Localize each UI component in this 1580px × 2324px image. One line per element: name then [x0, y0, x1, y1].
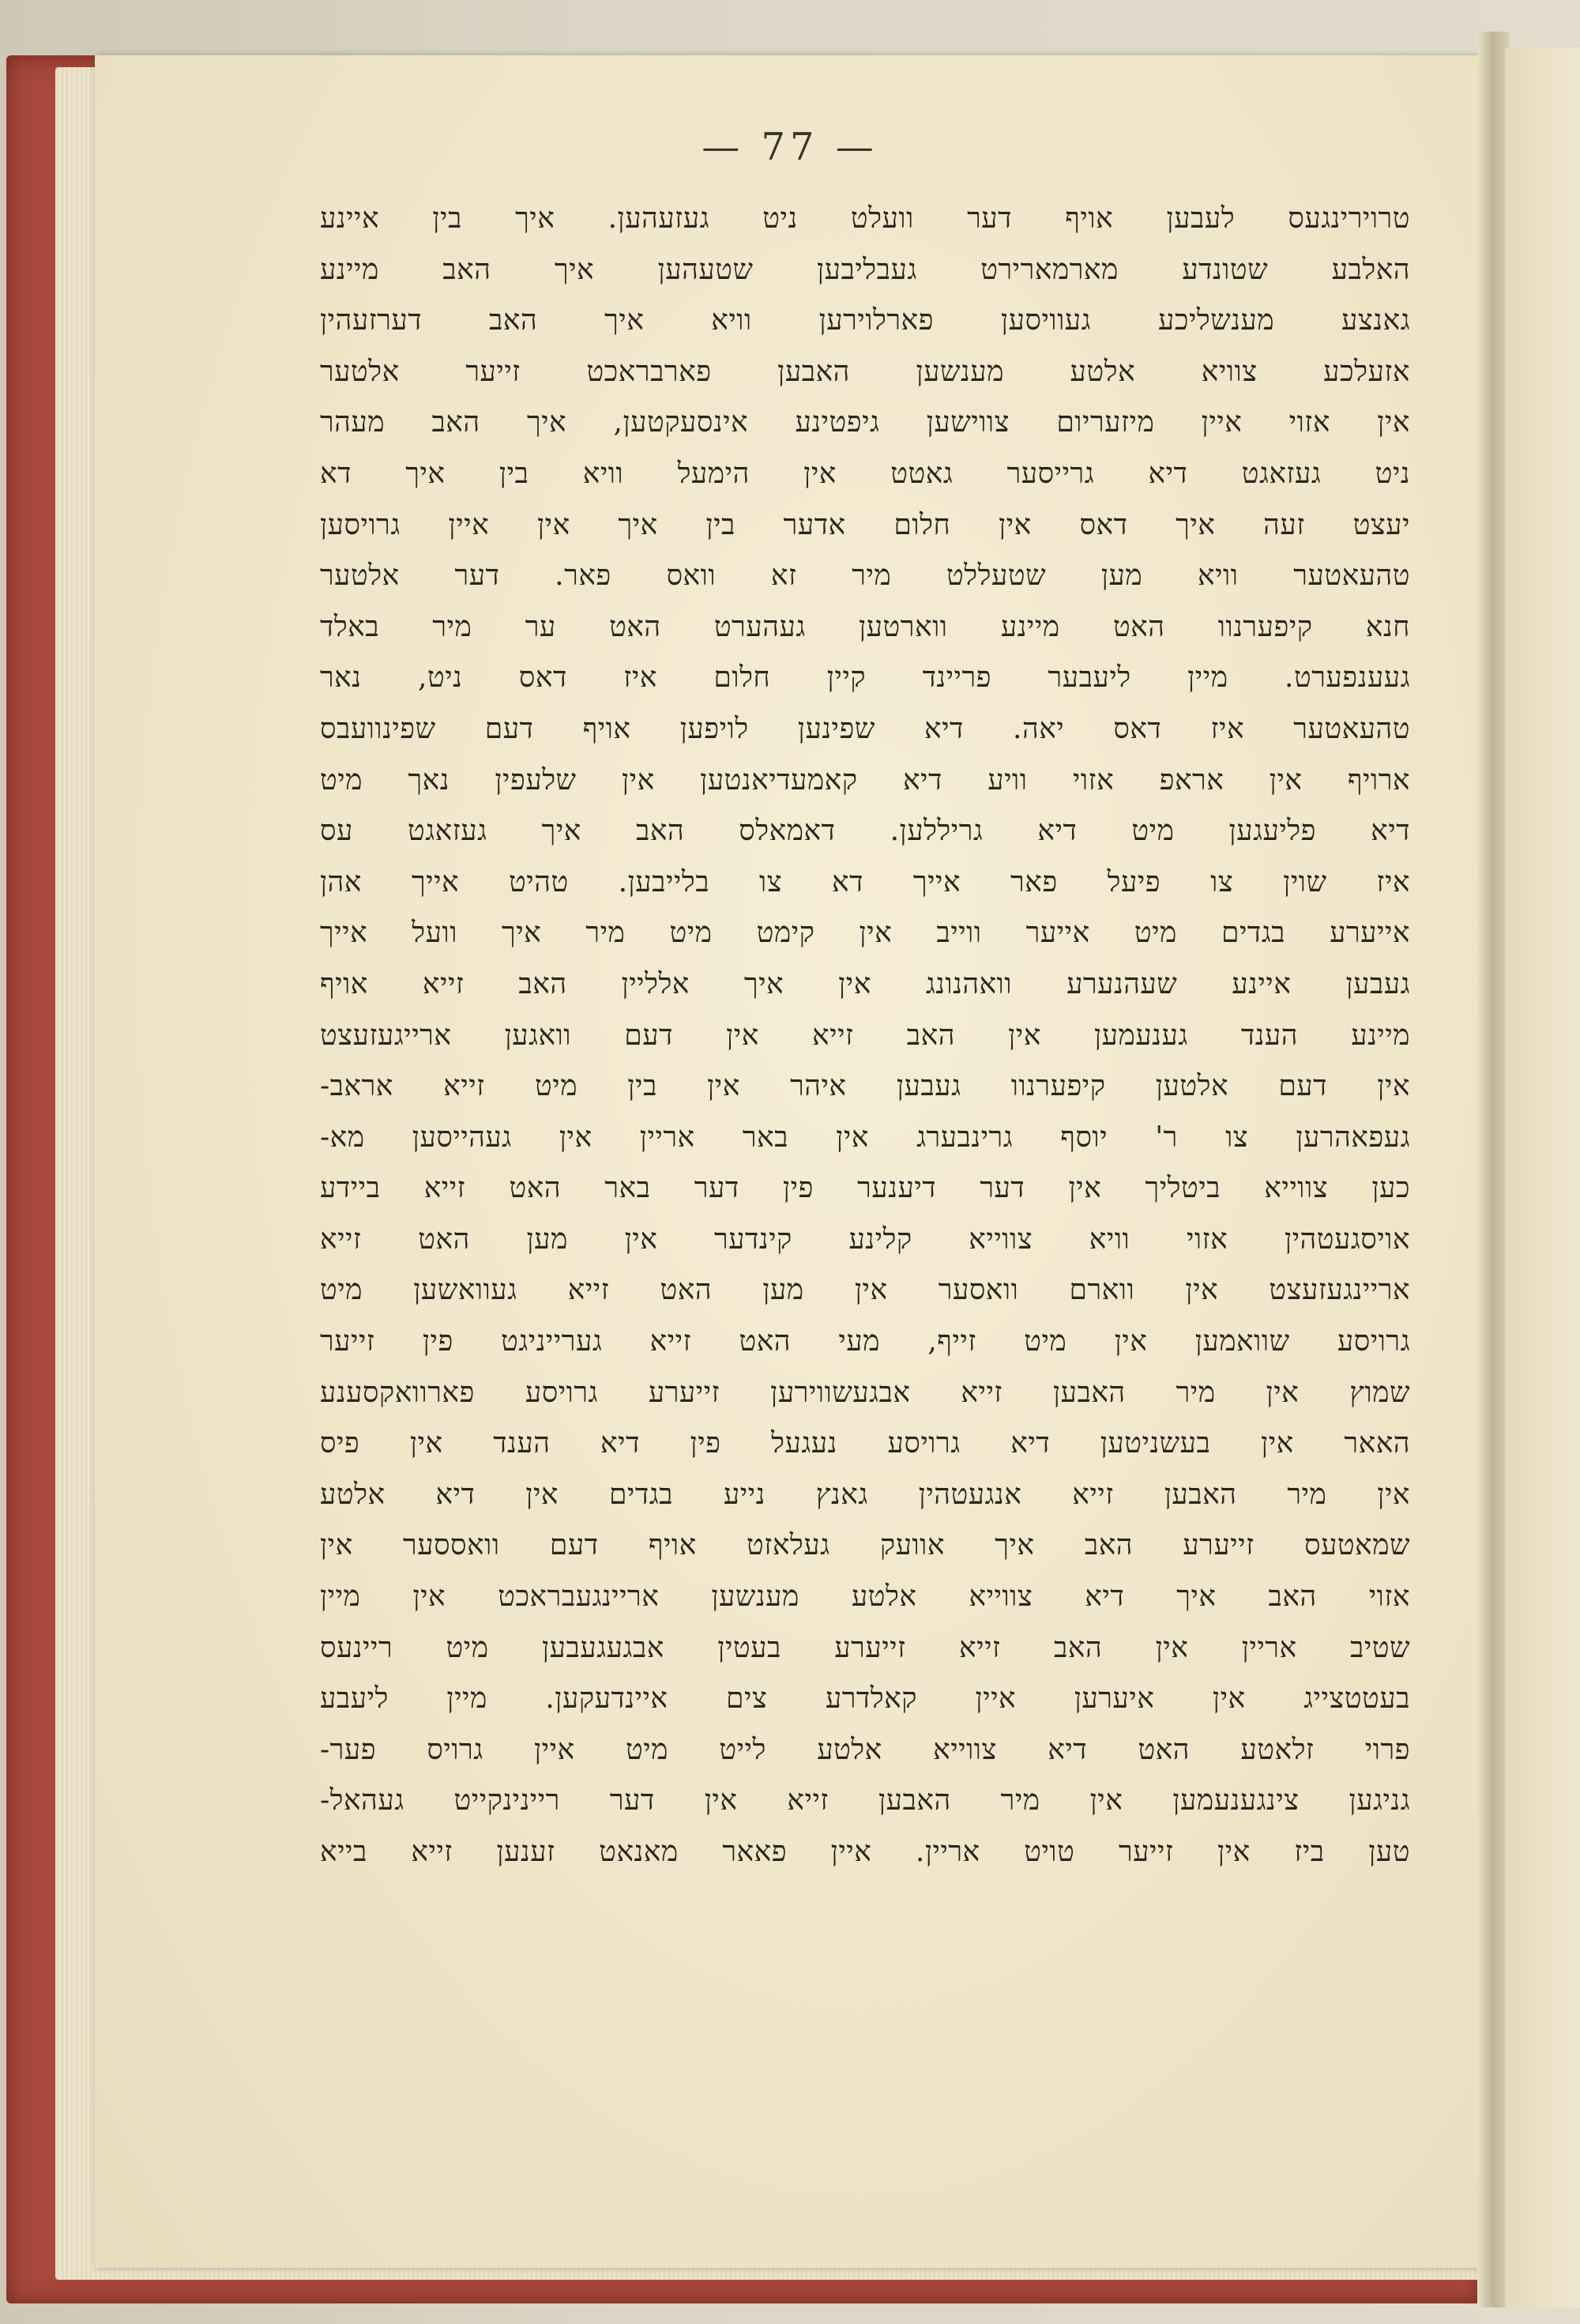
text-line: טרוירינגעס לעבען אויף דער וועלט ניט געזעהען. איך בין איינע: [320, 202, 1410, 235]
text-line: אריינגעזעצט אין ווארם וואסער אין מען האט זייא געוואשען מיט: [320, 1274, 1410, 1307]
text-line: דיא פליעגען מיט דיא גריללען. דאמאלס האב איך געזאגט עס: [320, 815, 1410, 848]
page-number: — 77 —: [702, 125, 878, 169]
text-line: אין אזוי איין מיזעריום צווישען גיפטינע אינסעקטען, איך האב מעהר: [320, 406, 1410, 439]
facing-page-edge: [1505, 47, 1580, 2307]
text-line: האאר אין בעשניטען דיא גרויסע נעגעל פין דיא הענד אין פיס: [320, 1427, 1410, 1460]
text-line: געבען איינע שעהנערע וואהנונג אין איך אלליין האב זייא אויף: [320, 967, 1410, 1000]
text-line: פרוי זלאטע האט דיא צווייא אלטע לייט מיט איין גרויס פער-: [320, 1733, 1410, 1766]
text-line: גניגען צינגענעמען אין מיר האבען זייא אין דער ריינינקייט געהאל-: [320, 1784, 1410, 1817]
text-line: שמוץ אין מיר האבען זייא אבגעשווירען זייערע גרויסע פארוואקסענע: [320, 1376, 1410, 1409]
text-line: ארויף אין אראפ אזוי וויע דיא קאמעדיאנטען אין שלעפין נאך מיט: [320, 763, 1410, 797]
text-line: גאנצע מענשליכע געוויסען פארלוירען וויא איך האב דערזעהין: [320, 304, 1410, 337]
text-line: יעצט זעה איך דאס אין חלום אדער בין איך אין איין גרויסען: [320, 508, 1410, 541]
text-line: כען צווייא ביטליך אין דער דיענער פין דער באר האט זייא ביידע: [320, 1172, 1410, 1205]
book-gutter: [1477, 32, 1509, 2307]
text-line: אין דעם אלטען קיפערנוו געבען איהר אין בין מיט זייא אראב-: [320, 1070, 1410, 1103]
text-line: גרויסע שוואמען אין מיט זייף, מעי האט זייא גערייניגט פין זייער: [320, 1325, 1410, 1358]
text-line: אין מיר האבען זייא אנגעטהין גאנץ נייע בגדים אין דיא אלטע: [320, 1478, 1410, 1511]
text-line: שטיב אריין אין האב זייא זייערע בעטין אבגעגעבען מיט ריינעס: [320, 1631, 1410, 1664]
text-line: בעטטצייג אין איערען איין קאלדרע צים איינדעקען. מיין ליעבע: [320, 1682, 1410, 1716]
text-line: געפאהרען צו ר' יוסף גרינבערג אין באר אריין אין געהייסען מא-: [320, 1121, 1410, 1154]
text-line: אזעלכע צוויא אלטע מענשען האבען פארבראכט זייער אלטער: [320, 355, 1410, 388]
text-line: טען ביז אין זייער טויט אריין. איין פאאר מאנאט זענען זייא בייא: [320, 1836, 1410, 1868]
text-line: אויסגעטהין אזוי וויא צווייא קלינע קינדער אין מען האט זייא: [320, 1222, 1410, 1256]
text-line: חנא קיפערנוו האט מיינע ווארטען געהערט האט ער מיר באלד: [320, 610, 1410, 643]
text-line: מיינע הענד גענעמען אין האב זייא אין דעם וואגען ארייגעזעצט: [320, 1019, 1410, 1052]
body-text: [320, 194, 1410, 1878]
text-line: שמאטעס זייערע האב איך אוועק געלאזט אויף דעם וואססער אין: [320, 1529, 1410, 1562]
text-line: האלבע שטונדע מארמארירט געבליבען שטעהען איך האב מיינע: [320, 253, 1410, 286]
text-line: אייערע בגדים מיט אייער ווייב אין קימט מיט מיר איך וועל אייך: [320, 917, 1410, 950]
text-line: טהעאטער וויא מען שטעללט מיר זא וואס פאר. דער אלטער: [320, 559, 1410, 593]
text-line: ניט געזאגט דיא גרייסער גאטט אין הימעל וויא בין איך דא: [320, 457, 1410, 490]
text-line: געענפערט. מיין ליעבער פריינד קיין חלום איז דאס ניט, נאר: [320, 661, 1410, 695]
text-line: טהעאטער איז דאס יאה. דיא שפינען לויפען אויף דעם שפינוועבס: [320, 712, 1410, 745]
text-line: איז שוין צו פיעל פאר אייך דא צו בלייבען. טהיט אייך אהן: [320, 865, 1410, 898]
text-line: אזוי האב איך דיא צווייא אלטע מענשען אריינגעבראכט אין מיין: [320, 1580, 1410, 1614]
